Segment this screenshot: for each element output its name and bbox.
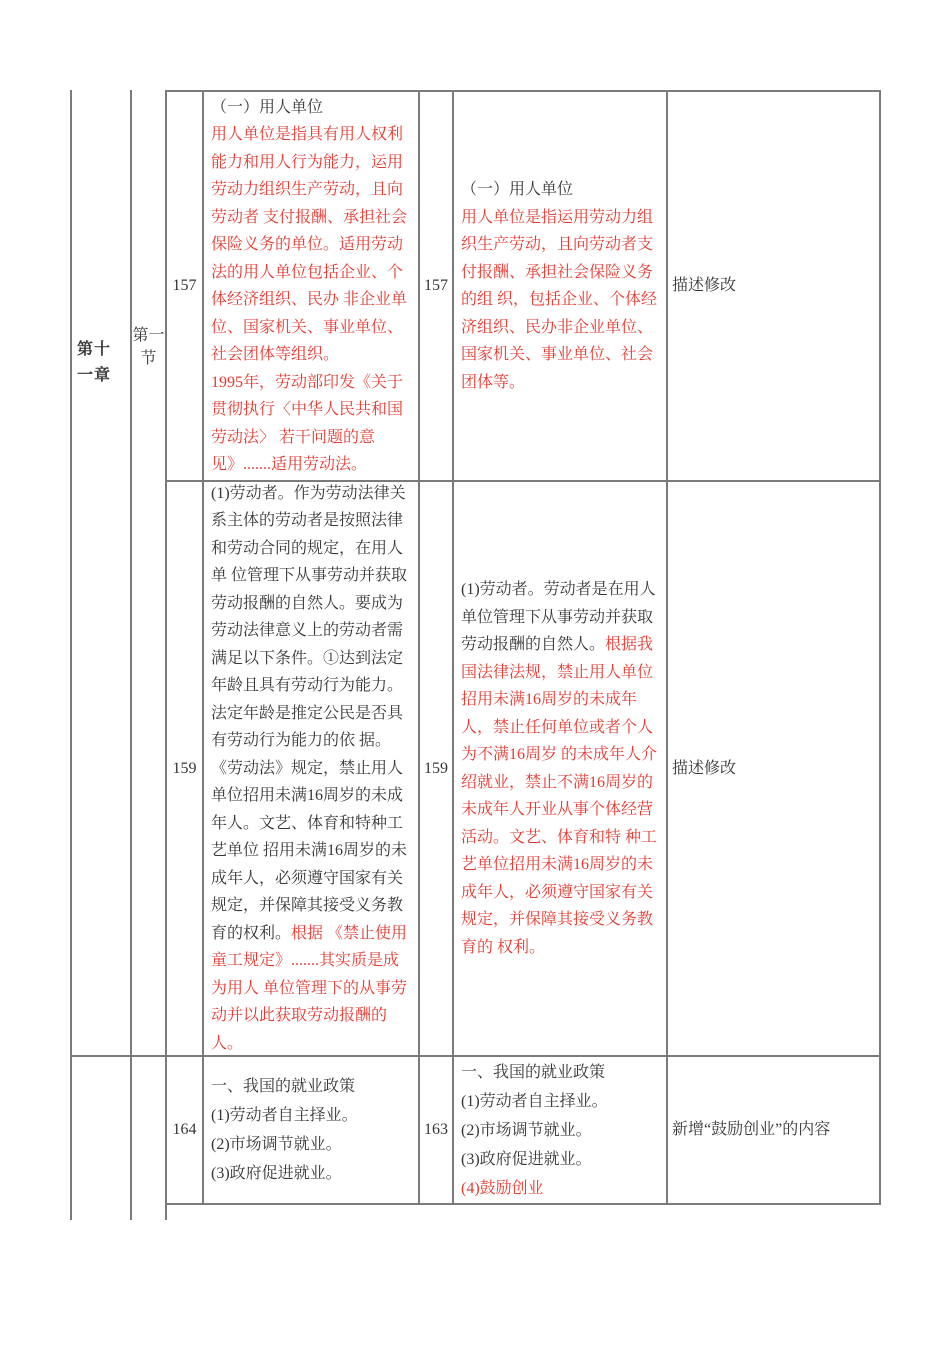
paragraph: (1)劳动者。劳动者是在用人单位管理下从事劳动并获取劳动报酬的自然人。根据我国法律法规，禁止用人单位招用未满16周岁的未成年人，禁止任何单位或者个人为不满16周岁 的未成年人介绍就业，禁止不满16周岁的未成年人开业从事个体经营活动。文艺、体育和特 种工艺单位招用未满16周岁的未成年人，必须遵守国家有关规定，并保障其接受义务教育的 权利。	[461, 581, 658, 956]
old-page-number: 164	[172, 1121, 197, 1138]
paragraph: (1)劳动者自主择业。	[461, 1092, 608, 1110]
new-text-cell	[454, 482, 666, 1055]
change-description: 新增“鼓励创业”的内容	[672, 1121, 831, 1138]
paragraph: (2)市场调节就业。	[211, 1136, 342, 1153]
paragraph: 一、我国的就业政策	[461, 1063, 606, 1081]
paragraph: 1995年，劳动部印发《关于贯彻执行〈中华人民共和国劳动法〉 若干问题的意见》.......适用劳动法。	[211, 373, 404, 473]
paragraph: (4)鼓励创业	[461, 1179, 544, 1197]
old-text-cell	[204, 92, 418, 480]
new-page-number: 159	[424, 759, 448, 777]
paragraph: (3)政府促进就业。	[211, 1165, 342, 1182]
new-text-cell	[454, 92, 666, 480]
section-label: 第一节	[132, 327, 165, 367]
chapter-cell	[72, 92, 130, 1055]
new-text-cell	[454, 1057, 666, 1203]
paragraph: (1)劳动者自主择业。	[211, 1107, 358, 1124]
section-cell	[132, 92, 165, 1055]
chapter-label: 第十一章	[77, 341, 112, 384]
change-description: 描述修改	[672, 277, 737, 294]
paragraph: (2)市场调节就业。	[461, 1121, 592, 1139]
new-page-number: 157	[424, 277, 448, 294]
paragraph: 用人单位是指运用劳动力组织生产劳动，且向劳动者支付报酬、承担社会保险义务的组 织，包括企业、个体经济组织、民办非企业单位、国家机关、事业单位、社会团体等。	[461, 208, 658, 391]
chapter-cell-next	[72, 1057, 130, 1220]
paragraph: （一）用人单位	[461, 181, 574, 198]
table-border-horizontal	[165, 1203, 881, 1205]
paragraph: (1)劳动者。作为劳动法律关系主体的劳动者是按照法律和劳动合同的规定，在用人单 位管理下从事劳动并获取劳动报酬的自然人。要成为劳动法律意义上的劳动者需满足以下条件。①达到法定年龄且具有劳动行为能力。法定年龄是推定公民是否具有劳动行为能力的依 据。《劳动法》规定，禁止用人单位招用未满16周岁的未成年人。文艺、体育和特种工艺单位 招用未满16周岁的未成年人，必须遵守国家有关规定，并保障其接受义务教育的权利。根据 《禁止使用童工规定》.......其实质是成为用人 单位管理下的从事劳动并以此获取劳动报酬的人。	[211, 484, 408, 1052]
section-cell-next	[132, 1057, 165, 1220]
change-description: 描述修改	[672, 759, 737, 777]
paragraph: 一、我国的就业政策	[211, 1078, 356, 1095]
old-page-number: 159	[172, 759, 197, 777]
old-text-cell	[204, 1057, 418, 1203]
paragraph: （一）用人单位	[211, 98, 324, 116]
new-page-number: 163	[424, 1121, 448, 1138]
old-page-number: 157	[172, 277, 197, 294]
table-border-vertical	[879, 90, 881, 1205]
old-text-cell	[204, 482, 418, 1055]
paragraph: 用人单位是指具有用人权利能力和用人行为能力，运用劳动力组织生产劳动，且向劳动者 支付报酬、承担社会保险义务的单位。适用劳动法的用人单位包括企业、个体经济组织、民办 非企业单位、国家机关、事业单位、社会团体等组织。	[211, 126, 408, 363]
paragraph: (3)政府促进就业。	[461, 1150, 592, 1168]
